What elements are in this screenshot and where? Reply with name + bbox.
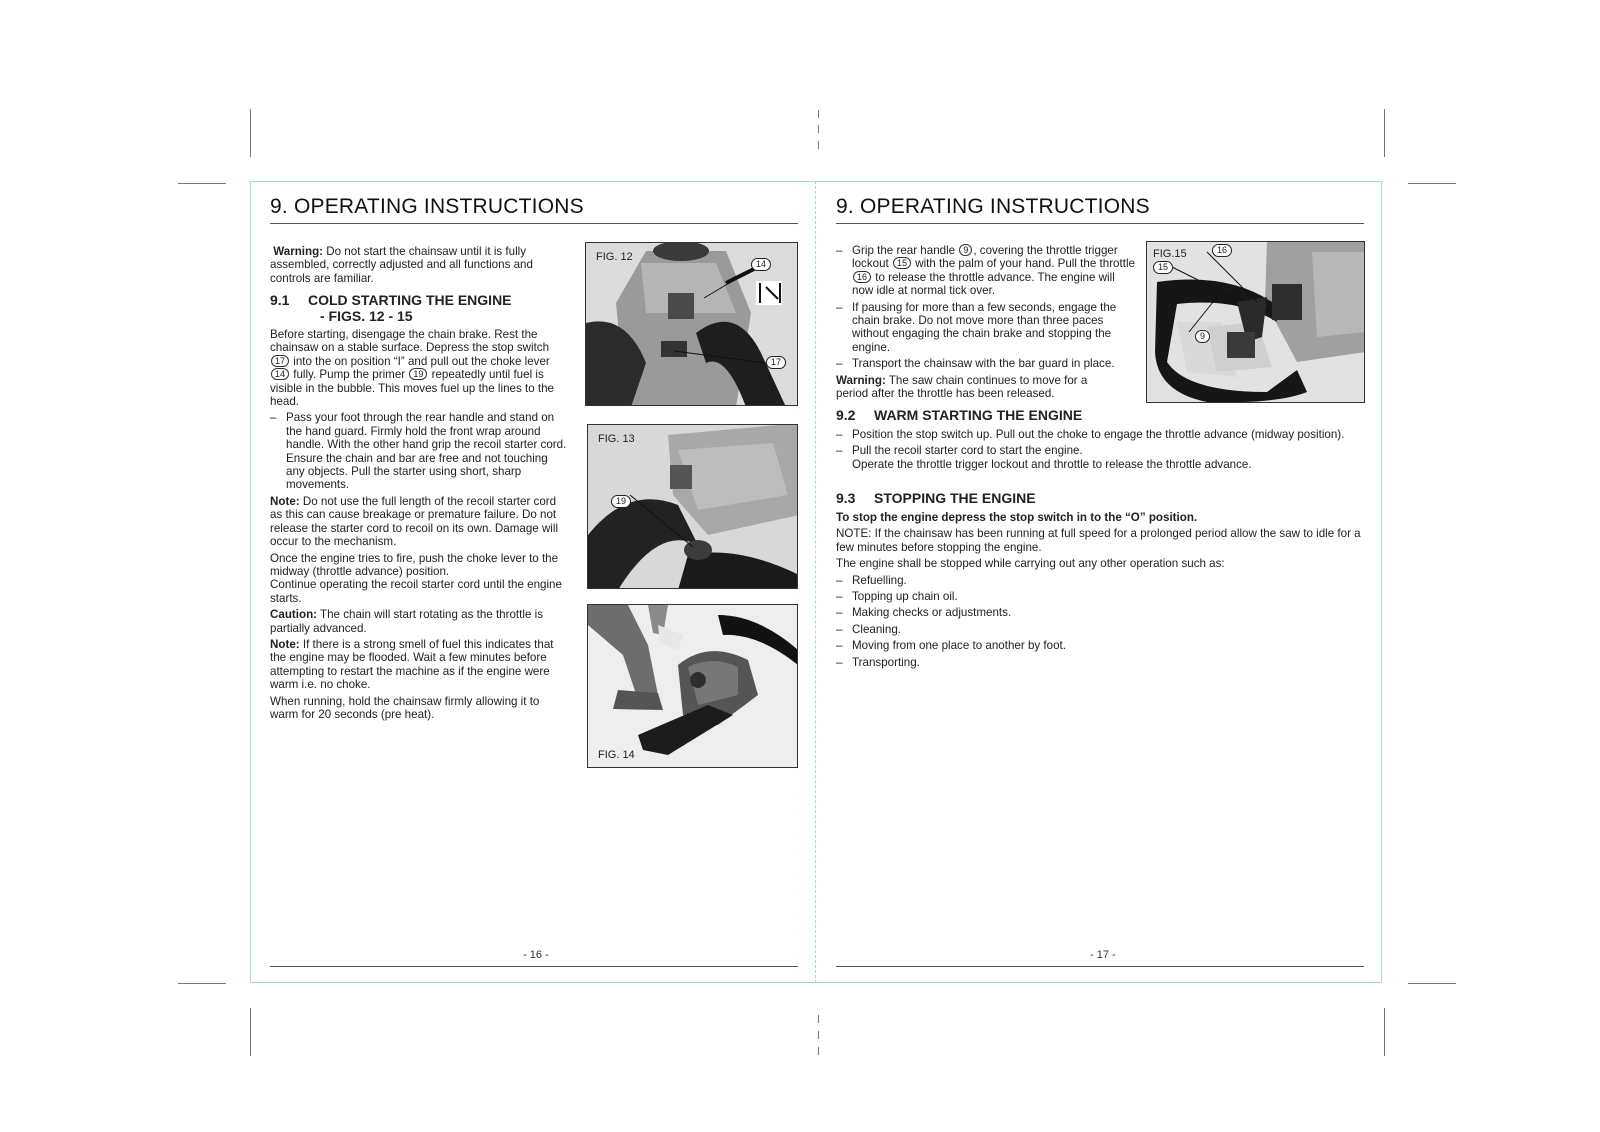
figure-13 — [587, 424, 798, 589]
crop-mark — [1384, 109, 1385, 157]
callout-badge: 14 — [751, 258, 771, 271]
section-number: 9.1 — [270, 292, 290, 308]
crop-mark — [1408, 183, 1456, 184]
footer-rule — [270, 966, 798, 967]
crop-mark — [818, 141, 819, 149]
bullet-item: – Pass your foot through the rear handle and stand on the hand guard. Firmly hold the front wrap around handle. With the other hand grip the recoil starter cord. Ensure the chain and bar are free and not touching any objects. Pull the starter using short, sharp movements. — [270, 411, 568, 491]
note-paragraph: Note: Do not use the full length of the recoil starter cord as this can cause breakage or premature failure. Do not release the starter cord to recoil on its own. Damage will occur to the mechanism. — [270, 494, 559, 549]
warning-text: Do not start the chainsaw until it is fully assembled, correctly adjusted and all functions and controls are familiar. — [270, 245, 533, 285]
section-heading: STOPPING THE ENGINE — [874, 490, 1036, 506]
paragraph: The engine shall be stopped while carrying out any other operation such as: — [836, 557, 1225, 571]
crop-mark — [818, 1047, 819, 1055]
bullet-item: – Pull the recoil starter cord to start the engine. Operate the throttle trigger lockout and throttle to release the throttle advance. — [836, 444, 1358, 471]
list-item: – Cleaning. — [836, 623, 1364, 636]
caution-paragraph: Caution: The chain will start rotating as the throttle is partially advanced. — [270, 608, 543, 635]
callout-badge: 19 — [409, 368, 427, 380]
callout-badge: 9 — [1195, 330, 1210, 343]
callout-badge: 19 — [611, 495, 631, 508]
instruction-bold: To stop the engine depress the stop switch in to the “O” position. — [836, 511, 1198, 524]
page-title-left: 9. OPERATING INSTRUCTIONS — [270, 195, 584, 218]
list-item: – Moving from one place to another by foot. — [836, 639, 1364, 652]
starting-chainsaw-image — [588, 605, 798, 768]
figure-15 — [1146, 241, 1365, 403]
figure-label: FIG. 12 — [596, 251, 633, 263]
page-number: - 17 - — [1090, 949, 1116, 961]
crop-mark — [818, 125, 819, 133]
page-number: - 16 - — [523, 949, 549, 961]
callout-badge: 9 — [959, 244, 972, 256]
callout-badge: 15 — [893, 257, 911, 269]
paragraph: Before starting, disengage the chain brake. Rest the chainsaw on a stable surface. Depress the stop switch 17 into the on position “I” and pull out the choke lever 14 fully. Pump the primer 19 repeatedly until fuel is visible in the bubble. This moves fuel up the lines to the head. — [270, 328, 555, 409]
list-item: – Topping up chain oil. — [836, 590, 1364, 603]
warning-paragraph: Warning: The saw chain continues to move for a period after the throttle has been released. — [836, 373, 1088, 401]
bullet-item: – If pausing for more than a few seconds, engage the chain brake. Do not move more than three paces without engaging the chain brake and stopping the engine. — [836, 301, 1136, 355]
paragraph: Once the engine tries to fire, push the choke lever to the midway (throttle advance) position. — [270, 551, 559, 578]
crop-mark — [250, 1008, 251, 1056]
title-rule — [270, 223, 798, 224]
list-item: – Making checks or adjustments. — [836, 606, 1364, 619]
figure-label: FIG. 13 — [598, 433, 635, 445]
callout-badge: 16 — [853, 271, 871, 283]
paragraph: When running, hold the chainsaw firmly allowing it to warm for 20 seconds (pre heat). — [270, 694, 540, 721]
right-text-92 — [836, 428, 1358, 474]
warning-label: Warning: — [273, 245, 324, 258]
warning-paragraph — [270, 245, 562, 285]
section-subheading: - FIGS. 12 - 15 — [320, 308, 413, 324]
right-text-93 — [836, 511, 1364, 672]
section-heading: WARM STARTING THE ENGINE — [874, 407, 1083, 423]
footer-rule — [836, 966, 1364, 967]
fold-line — [815, 181, 816, 983]
left-text-body — [270, 328, 568, 724]
section-number: 9.2 — [836, 407, 856, 423]
bullet-item: – Transport the chainsaw with the bar guard in place. — [836, 357, 1136, 370]
crop-mark — [1384, 1008, 1385, 1056]
title-rule — [836, 223, 1364, 224]
callout-badge: 15 — [1153, 261, 1173, 274]
crop-mark — [818, 1031, 819, 1039]
crop-mark — [250, 109, 251, 157]
list-item: – Transporting. — [836, 656, 1364, 669]
bullet-item: – Grip the rear handle 9 , covering the throttle trigger lockout 15 with the palm of your hand. Pull the throttle 16 to release the throttle advance. The engine will now idle at normal tick over. — [836, 244, 1136, 298]
paragraph: Continue operating the recoil starter cord until the engine starts. — [270, 578, 562, 605]
crop-mark — [818, 1015, 819, 1023]
page-title-right: 9. OPERATING INSTRUCTIONS — [836, 195, 1150, 218]
bullet-item: – Position the stop switch up. Pull out the choke to engage the throttle advance (midway position). — [836, 428, 1358, 441]
crop-mark — [818, 110, 819, 118]
section-heading: COLD STARTING THE ENGINE — [308, 292, 512, 308]
right-text-top — [836, 244, 1136, 403]
callout-badge: 16 — [1212, 244, 1232, 257]
figure-label: FIG.15 — [1153, 248, 1187, 260]
callout-badge: 14 — [271, 368, 289, 380]
note-paragraph: Note: If there is a strong smell of fuel this indicates that the engine may be flooded. Wait a few minutes before attempting to restart the machine as if the engine were warm i.e. no choke. — [270, 637, 554, 692]
list-item: – Refuelling. — [836, 574, 1364, 587]
note-paragraph: NOTE: If the chainsaw has been running at full speed for a prolonged period allow the saw to idle for a few minutes before stopping the engine. — [836, 527, 1361, 554]
figure-label: FIG. 14 — [598, 749, 635, 761]
crop-mark — [178, 183, 226, 184]
callout-badge: 17 — [271, 355, 289, 367]
figure-12 — [585, 242, 798, 406]
callout-badge: 17 — [766, 356, 786, 369]
left-text-intro — [270, 245, 562, 288]
section-number: 9.3 — [836, 490, 856, 506]
figure-14 — [587, 604, 798, 768]
crop-mark — [1408, 983, 1456, 984]
crop-mark — [178, 983, 226, 984]
rear-handle-image — [1147, 242, 1365, 403]
